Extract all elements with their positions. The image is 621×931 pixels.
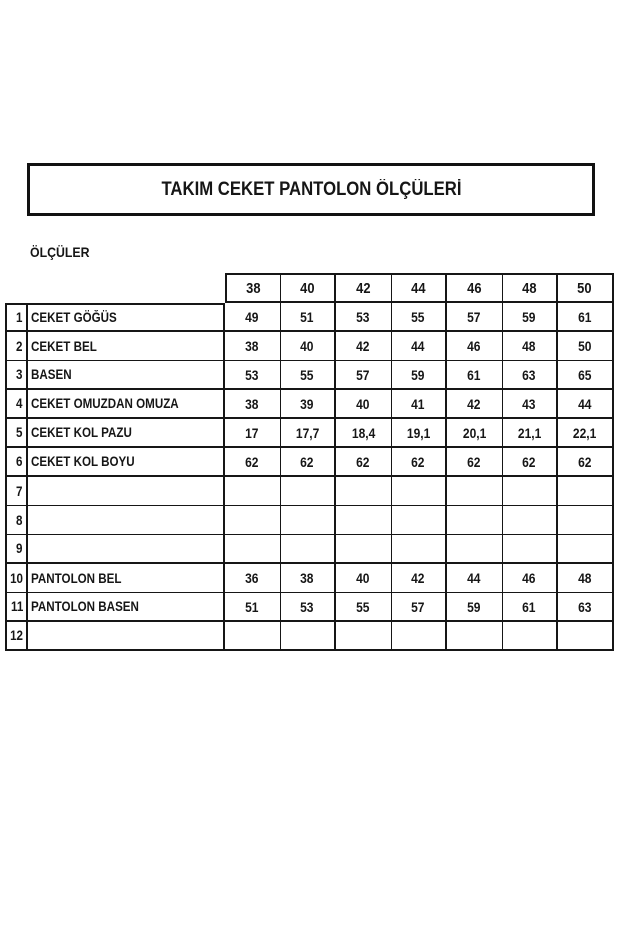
value-cell — [503, 303, 559, 332]
value-cell — [336, 622, 392, 651]
value-cell-text: 62 — [356, 453, 370, 470]
row-number-cell-text: 2 — [16, 338, 23, 354]
size-header-cell-text: 44 — [411, 279, 426, 297]
value-cell — [392, 593, 448, 622]
value-cell-text: 55 — [356, 598, 370, 615]
value-cell-text: 41 — [411, 395, 425, 412]
size-header-cell-text: 42 — [356, 279, 371, 297]
row-label-cell — [28, 419, 225, 448]
row-number-cell — [5, 303, 28, 332]
value-cell — [503, 448, 559, 477]
value-cell-text: 53 — [356, 308, 370, 325]
value-cell-text: 17,7 — [295, 424, 319, 441]
value-cell-text: 40 — [356, 395, 370, 412]
value-cell-text: 59 — [467, 598, 481, 615]
value-cell — [447, 477, 503, 506]
row-label-cell-text: PANTOLON BASEN — [31, 599, 139, 614]
value-cell-text: 18,4 — [351, 424, 375, 441]
value-cell — [281, 390, 337, 419]
value-cell — [558, 622, 614, 651]
value-cell-text: 62 — [522, 453, 536, 470]
value-cell — [225, 419, 281, 448]
value-cell — [336, 535, 392, 564]
value-cell-text: 61 — [578, 308, 592, 325]
row-label-cell — [28, 506, 225, 535]
page-title: TAKIM CEKET PANTOLON ÖLÇÜLERİ — [160, 178, 462, 200]
value-cell — [558, 477, 614, 506]
value-cell-text: 51 — [245, 598, 259, 615]
row-number-cell — [5, 477, 28, 506]
value-cell — [447, 564, 503, 593]
value-cell — [392, 332, 448, 361]
row-label-cell — [28, 448, 225, 477]
value-cell — [225, 506, 281, 535]
row-label-cell — [28, 361, 225, 390]
size-header-cell — [558, 273, 614, 303]
value-cell-text: 62 — [578, 453, 592, 470]
value-cell — [225, 361, 281, 390]
value-cell — [558, 506, 614, 535]
value-cell — [281, 506, 337, 535]
value-cell — [558, 419, 614, 448]
value-cell — [392, 564, 448, 593]
row-number-cell-text: 3 — [16, 367, 23, 382]
value-cell — [447, 361, 503, 390]
value-cell-text: 38 — [245, 395, 259, 412]
value-cell — [503, 477, 559, 506]
row-label-cell-text: PANTOLON BEL — [31, 570, 122, 586]
size-header-cell — [503, 273, 559, 303]
value-cell-text: 38 — [245, 338, 259, 354]
row-label-cell-text: CEKET GÖĞÜS — [31, 310, 117, 325]
row-label-cell — [28, 303, 225, 332]
value-cell — [281, 564, 337, 593]
size-header-cell-text: 40 — [300, 279, 315, 297]
value-cell-text: 50 — [578, 338, 592, 354]
size-header-cell — [336, 273, 392, 303]
size-header-cell-text: 46 — [467, 279, 482, 297]
value-cell-text: 19,1 — [406, 424, 430, 441]
value-cell — [503, 593, 559, 622]
header-spacer — [5, 273, 28, 303]
row-number-cell — [5, 622, 28, 651]
row-number-cell — [5, 390, 28, 419]
row-number-cell-text: 10 — [10, 570, 23, 586]
value-cell — [392, 506, 448, 535]
value-cell — [503, 564, 559, 593]
value-cell-text: 62 — [411, 453, 425, 470]
value-cell-text: 49 — [245, 308, 259, 325]
value-cell — [558, 390, 614, 419]
value-cell-text: 61 — [522, 598, 536, 615]
row-number-cell — [5, 535, 28, 564]
value-cell — [392, 303, 448, 332]
row-number-cell-text: 6 — [16, 454, 23, 469]
value-cell — [225, 303, 281, 332]
row-label-cell — [28, 332, 225, 361]
row-number-cell-text: 1 — [16, 310, 23, 325]
size-header-cell-text: 50 — [577, 279, 592, 297]
value-cell — [392, 419, 448, 448]
value-cell-text: 53 — [245, 366, 259, 383]
value-cell-text: 62 — [300, 453, 314, 470]
row-number-cell-text: 12 — [10, 628, 23, 643]
value-cell — [447, 448, 503, 477]
value-cell-text: 59 — [522, 308, 536, 325]
value-cell-text: 44 — [578, 395, 592, 412]
row-number-cell — [5, 564, 28, 593]
header-spacer — [28, 273, 225, 303]
value-cell-text: 42 — [467, 395, 481, 412]
row-number-cell — [5, 419, 28, 448]
size-header-cell — [225, 273, 281, 303]
row-label-cell-text: CEKET KOL PAZU — [31, 425, 132, 440]
value-cell — [225, 593, 281, 622]
row-label-cell — [28, 564, 225, 593]
row-label-cell — [28, 477, 225, 506]
value-cell-text: 51 — [300, 308, 314, 325]
value-cell-text: 53 — [300, 598, 314, 615]
value-cell — [281, 477, 337, 506]
row-number-cell — [5, 361, 28, 390]
value-cell — [447, 419, 503, 448]
value-cell — [392, 622, 448, 651]
size-header-cell-text: 38 — [246, 279, 261, 297]
row-label-cell-text: CEKET OMUZDAN OMUZA — [31, 396, 179, 411]
value-cell — [336, 564, 392, 593]
row-number-cell — [5, 593, 28, 622]
value-cell — [392, 448, 448, 477]
value-cell — [281, 535, 337, 564]
value-cell-text: 62 — [245, 453, 259, 470]
value-cell-text: 20,1 — [462, 424, 486, 441]
value-cell — [281, 303, 337, 332]
title-box — [27, 163, 595, 216]
row-number-cell-text: 7 — [16, 483, 23, 499]
value-cell — [281, 361, 337, 390]
value-cell — [447, 303, 503, 332]
value-cell — [447, 535, 503, 564]
row-label-cell — [28, 622, 225, 651]
value-cell — [225, 448, 281, 477]
value-cell — [558, 361, 614, 390]
value-cell — [392, 390, 448, 419]
section-label: ÖLÇÜLER — [30, 244, 90, 260]
value-cell — [503, 419, 559, 448]
value-cell — [447, 593, 503, 622]
row-label-cell — [28, 535, 225, 564]
value-cell — [225, 390, 281, 419]
value-cell — [281, 593, 337, 622]
row-number-cell-text: 11 — [10, 599, 23, 614]
size-header-cell — [281, 273, 337, 303]
value-cell — [503, 390, 559, 419]
value-cell — [503, 535, 559, 564]
value-cell — [281, 332, 337, 361]
value-cell — [392, 361, 448, 390]
value-cell — [281, 419, 337, 448]
value-cell — [392, 535, 448, 564]
value-cell — [225, 332, 281, 361]
value-cell-text: 63 — [522, 366, 536, 383]
value-cell — [558, 448, 614, 477]
value-cell — [336, 332, 392, 361]
value-cell — [336, 506, 392, 535]
row-number-cell-text: 5 — [16, 425, 23, 440]
value-cell — [558, 332, 614, 361]
row-label-cell-text: CEKET KOL BOYU — [31, 454, 135, 469]
value-cell-text: 57 — [356, 366, 370, 383]
value-cell — [336, 477, 392, 506]
value-cell-text: 46 — [522, 570, 536, 586]
value-cell-text: 36 — [245, 570, 259, 586]
value-cell-text: 43 — [522, 395, 536, 412]
value-cell-text: 40 — [300, 338, 314, 354]
value-cell — [225, 477, 281, 506]
row-number-cell — [5, 448, 28, 477]
value-cell-text: 48 — [522, 338, 536, 354]
value-cell-text: 62 — [467, 453, 481, 470]
value-cell — [503, 622, 559, 651]
value-cell — [558, 535, 614, 564]
value-cell-text: 44 — [467, 570, 481, 586]
value-cell — [336, 361, 392, 390]
size-header-cell — [392, 273, 448, 303]
row-label-cell — [28, 593, 225, 622]
value-cell — [503, 332, 559, 361]
value-cell — [336, 419, 392, 448]
row-number-cell — [5, 506, 28, 535]
row-label-cell-text: BASEN — [31, 367, 72, 382]
size-header-cell — [447, 273, 503, 303]
value-cell-text: 39 — [300, 395, 314, 412]
value-cell-text: 42 — [356, 338, 370, 354]
size-header-cell-text: 48 — [522, 279, 537, 297]
value-cell-text: 55 — [411, 308, 425, 325]
value-cell — [447, 390, 503, 419]
value-cell-text: 63 — [578, 598, 592, 615]
value-cell — [503, 361, 559, 390]
value-cell-text: 48 — [578, 570, 592, 586]
value-cell — [225, 564, 281, 593]
row-number-cell-text: 8 — [16, 512, 23, 528]
value-cell-text: 40 — [356, 570, 370, 586]
value-cell-text: 57 — [467, 308, 481, 325]
value-cell-text: 38 — [300, 570, 314, 586]
value-cell — [336, 448, 392, 477]
value-cell-text: 22,1 — [573, 424, 597, 441]
value-cell — [558, 593, 614, 622]
value-cell-text: 65 — [578, 366, 592, 383]
value-cell-text: 55 — [300, 366, 314, 383]
value-cell-text: 61 — [467, 366, 481, 383]
row-number-cell-text: 9 — [16, 541, 23, 556]
value-cell — [336, 593, 392, 622]
row-label-cell-text: CEKET BEL — [31, 338, 97, 354]
row-number-cell-text: 4 — [16, 396, 23, 411]
value-cell — [447, 506, 503, 535]
value-cell — [225, 535, 281, 564]
value-cell — [503, 506, 559, 535]
value-cell-text: 59 — [411, 366, 425, 383]
value-cell-text: 21,1 — [517, 424, 541, 441]
value-cell — [447, 622, 503, 651]
value-cell — [336, 390, 392, 419]
value-cell-text: 57 — [411, 598, 425, 615]
value-cell-text: 17 — [245, 424, 259, 441]
value-cell — [281, 622, 337, 651]
value-cell — [281, 448, 337, 477]
row-number-cell — [5, 332, 28, 361]
value-cell-text: 42 — [411, 570, 425, 586]
value-cell — [225, 622, 281, 651]
value-cell-text: 44 — [411, 338, 425, 354]
value-cell — [558, 564, 614, 593]
value-cell — [447, 332, 503, 361]
value-cell — [392, 477, 448, 506]
row-label-cell — [28, 390, 225, 419]
value-cell — [558, 303, 614, 332]
value-cell-text: 46 — [467, 338, 481, 354]
size-table — [5, 273, 614, 651]
value-cell — [336, 303, 392, 332]
